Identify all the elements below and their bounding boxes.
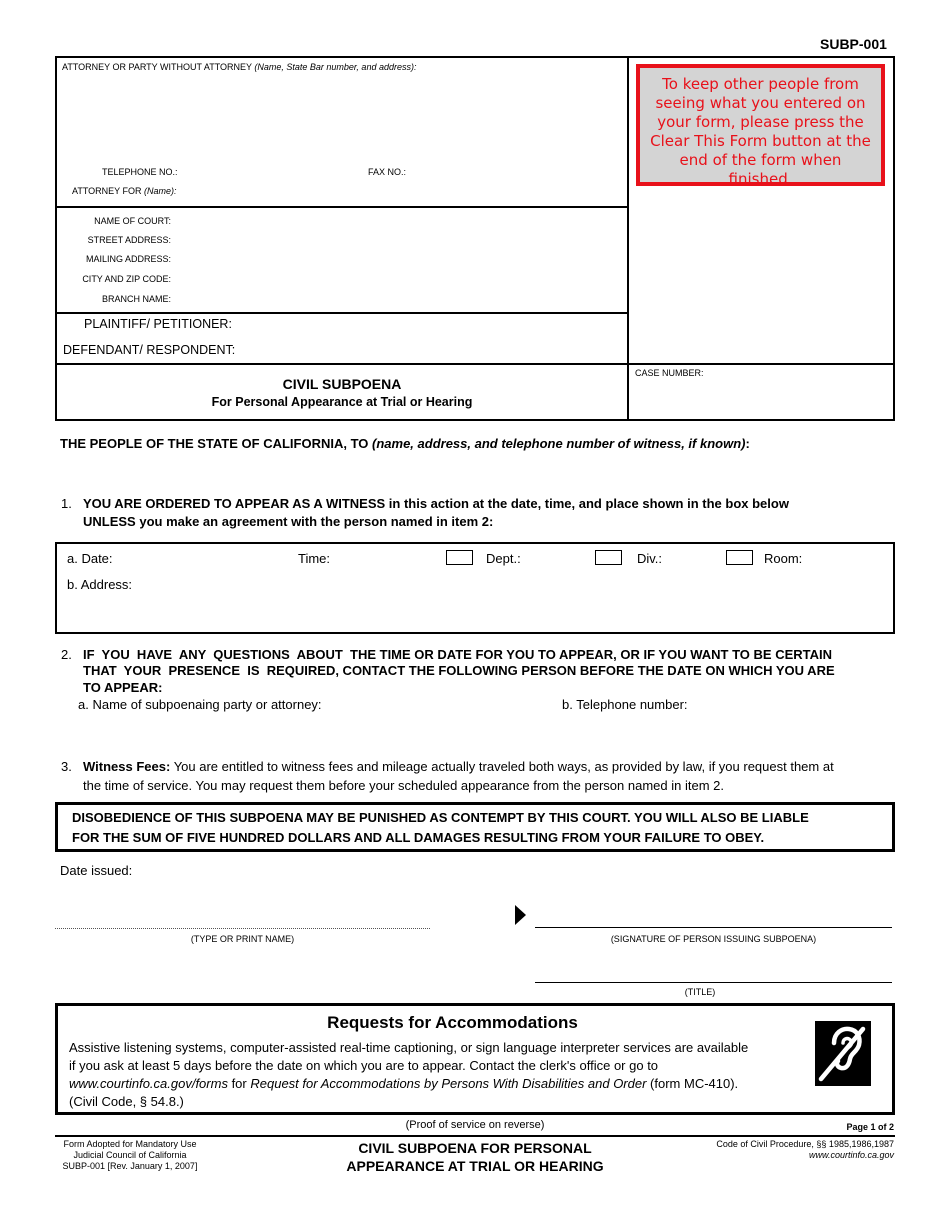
courtinfo-forms-link[interactable]: www.courtinfo.ca.gov/forms	[69, 1076, 228, 1091]
fax-label: FAX NO.:	[368, 167, 407, 177]
proof-of-service-note: (Proof of service on reverse)	[405, 1119, 545, 1131]
item1-number: 1.	[61, 496, 72, 511]
date-issued-label: Date issued:	[60, 863, 133, 878]
signature-arrow-icon	[515, 905, 526, 925]
adoption-info: Form Adopted for Mandatory Use Judicial Council of California SUBP-001 [Rev. January 1, 2007]	[62, 1139, 198, 1171]
accommodations-line3: www.courtinfo.ca.gov/forms for Request for Accommodations by Persons With Disabilities and Order (form MC-410).	[69, 1076, 739, 1091]
room-label: Room:	[764, 551, 803, 566]
print-name-label: (TYPE OR PRINT NAME)	[190, 934, 295, 944]
defendant-label: DEFENDANT/ RESPONDENT:	[63, 343, 236, 357]
print-name-line	[55, 928, 430, 929]
street-address-label: STREET ADDRESS:	[87, 235, 171, 245]
item2-line3: TO APPEAR:	[83, 680, 163, 695]
item3-number: 3.	[61, 759, 72, 774]
div-label: Div.:	[637, 551, 663, 566]
item2-number: 2.	[61, 647, 72, 662]
courtinfo-url[interactable]: www.courtinfo.ca.gov	[808, 1150, 894, 1160]
title-label: (TITLE)	[684, 987, 716, 997]
time-label: Time:	[298, 551, 331, 566]
warning-line1: DISOBEDIENCE OF THIS SUBPOENA MAY BE PUNISHED AS CONTEMPT BY THIS COURT. YOU WILL ALSO BE LIABLE	[72, 810, 809, 825]
court-name-label: NAME OF COURT:	[94, 216, 171, 226]
form-subtitle: For Personal Appearance at Trial or Hearing	[211, 395, 473, 409]
privacy-notice-text: To keep other people from seeing what you entered on your form, please press the Clear This Form button at the end of the form when finished.	[650, 75, 871, 188]
warning-line2: FOR THE SUM OF FIVE HUNDRED DOLLARS AND ALL DAMAGES RESULTING FROM YOUR FAILURE TO OBEY.	[72, 830, 765, 845]
signature-label: (SIGNATURE OF PERSON ISSUING SUBPOENA)	[610, 934, 817, 944]
footer-title: CIVIL SUBPOENA FOR PERSONAL APPEARANCE AT TRIAL OR HEARING	[346, 1140, 604, 1174]
item1-line1: YOU ARE ORDERED TO APPEAR AS A WITNESS in this action at the date, time, and place shown in the box below	[83, 496, 789, 511]
subpoenaing-party-label: a. Name of subpoenaing party or attorney:	[78, 697, 322, 712]
item1-line2: UNLESS you make an agreement with the person named in item 2:	[83, 514, 494, 529]
accommodations-heading: Requests for Accommodations	[327, 1013, 578, 1032]
item3-line2: the time of service. You may request them before your scheduled appearance from the person named in item 2.	[83, 778, 724, 793]
div-checkbox[interactable]	[595, 550, 622, 565]
hearing-assistance-icon	[815, 1021, 871, 1086]
item2-line2: THAT YOUR PRESENCE IS REQUIRED, CONTACT THE FOLLOWING PERSON BEFORE THE DATE ON WHICH YOU ARE	[83, 663, 835, 678]
mailing-address-label: MAILING ADDRESS:	[85, 254, 171, 264]
accommodations-line4: (Civil Code, § 54.8.)	[69, 1094, 184, 1109]
privacy-notice-box	[636, 64, 885, 186]
code-reference: Code of Civil Procedure, §§ 1985,1986,1987 www.courtinfo.ca.gov	[680, 1139, 894, 1161]
form-id: SUBP-001	[820, 36, 887, 52]
city-zip-label: CITY AND ZIP CODE:	[82, 274, 171, 284]
branch-name-label: BRANCH NAME:	[101, 294, 171, 304]
telephone-number-label: b. Telephone number:	[562, 697, 688, 712]
room-checkbox[interactable]	[726, 550, 753, 565]
accommodations-line2: if you ask at least 5 days before the date on which you are to appear. Contact the clerk's office or go to	[69, 1058, 659, 1073]
address-label: b. Address:	[67, 577, 133, 592]
telephone-label: TELEPHONE NO.:	[102, 167, 178, 177]
attorney-for-label: ATTORNEY FOR (Name):	[72, 186, 177, 196]
people-line: THE PEOPLE OF THE STATE OF CALIFORNIA, TO (name, address, and telephone number of witness, if known):	[60, 436, 750, 451]
title-line	[535, 982, 892, 983]
case-number-label: CASE NUMBER:	[635, 368, 704, 378]
page-number: Page 1 of 2	[846, 1122, 894, 1132]
signature-line	[535, 927, 892, 928]
attorney-label: ATTORNEY OR PARTY WITHOUT ATTORNEY (Name, State Bar number, and address):	[62, 62, 417, 72]
date-label: a. Date:	[67, 551, 113, 566]
plaintiff-label: PLAINTIFF/ PETITIONER:	[84, 317, 232, 331]
item3-line1: Witness Fees: You are entitled to witness fees and mileage actually traveled both ways, as provided by law, if you request them at	[83, 759, 834, 774]
item2-line1: IF YOU HAVE ANY QUESTIONS ABOUT THE TIME OR DATE FOR YOU TO APPEAR, OR IF YOU WANT TO BE CERTAIN	[83, 647, 833, 662]
dept-checkbox[interactable]	[446, 550, 473, 565]
dept-label: Dept.:	[486, 551, 521, 566]
form-title: CIVIL SUBPOENA	[282, 376, 402, 392]
accommodations-line1: Assistive listening systems, computer-assisted real-time captioning, or sign language interpreter services are available	[69, 1040, 749, 1055]
